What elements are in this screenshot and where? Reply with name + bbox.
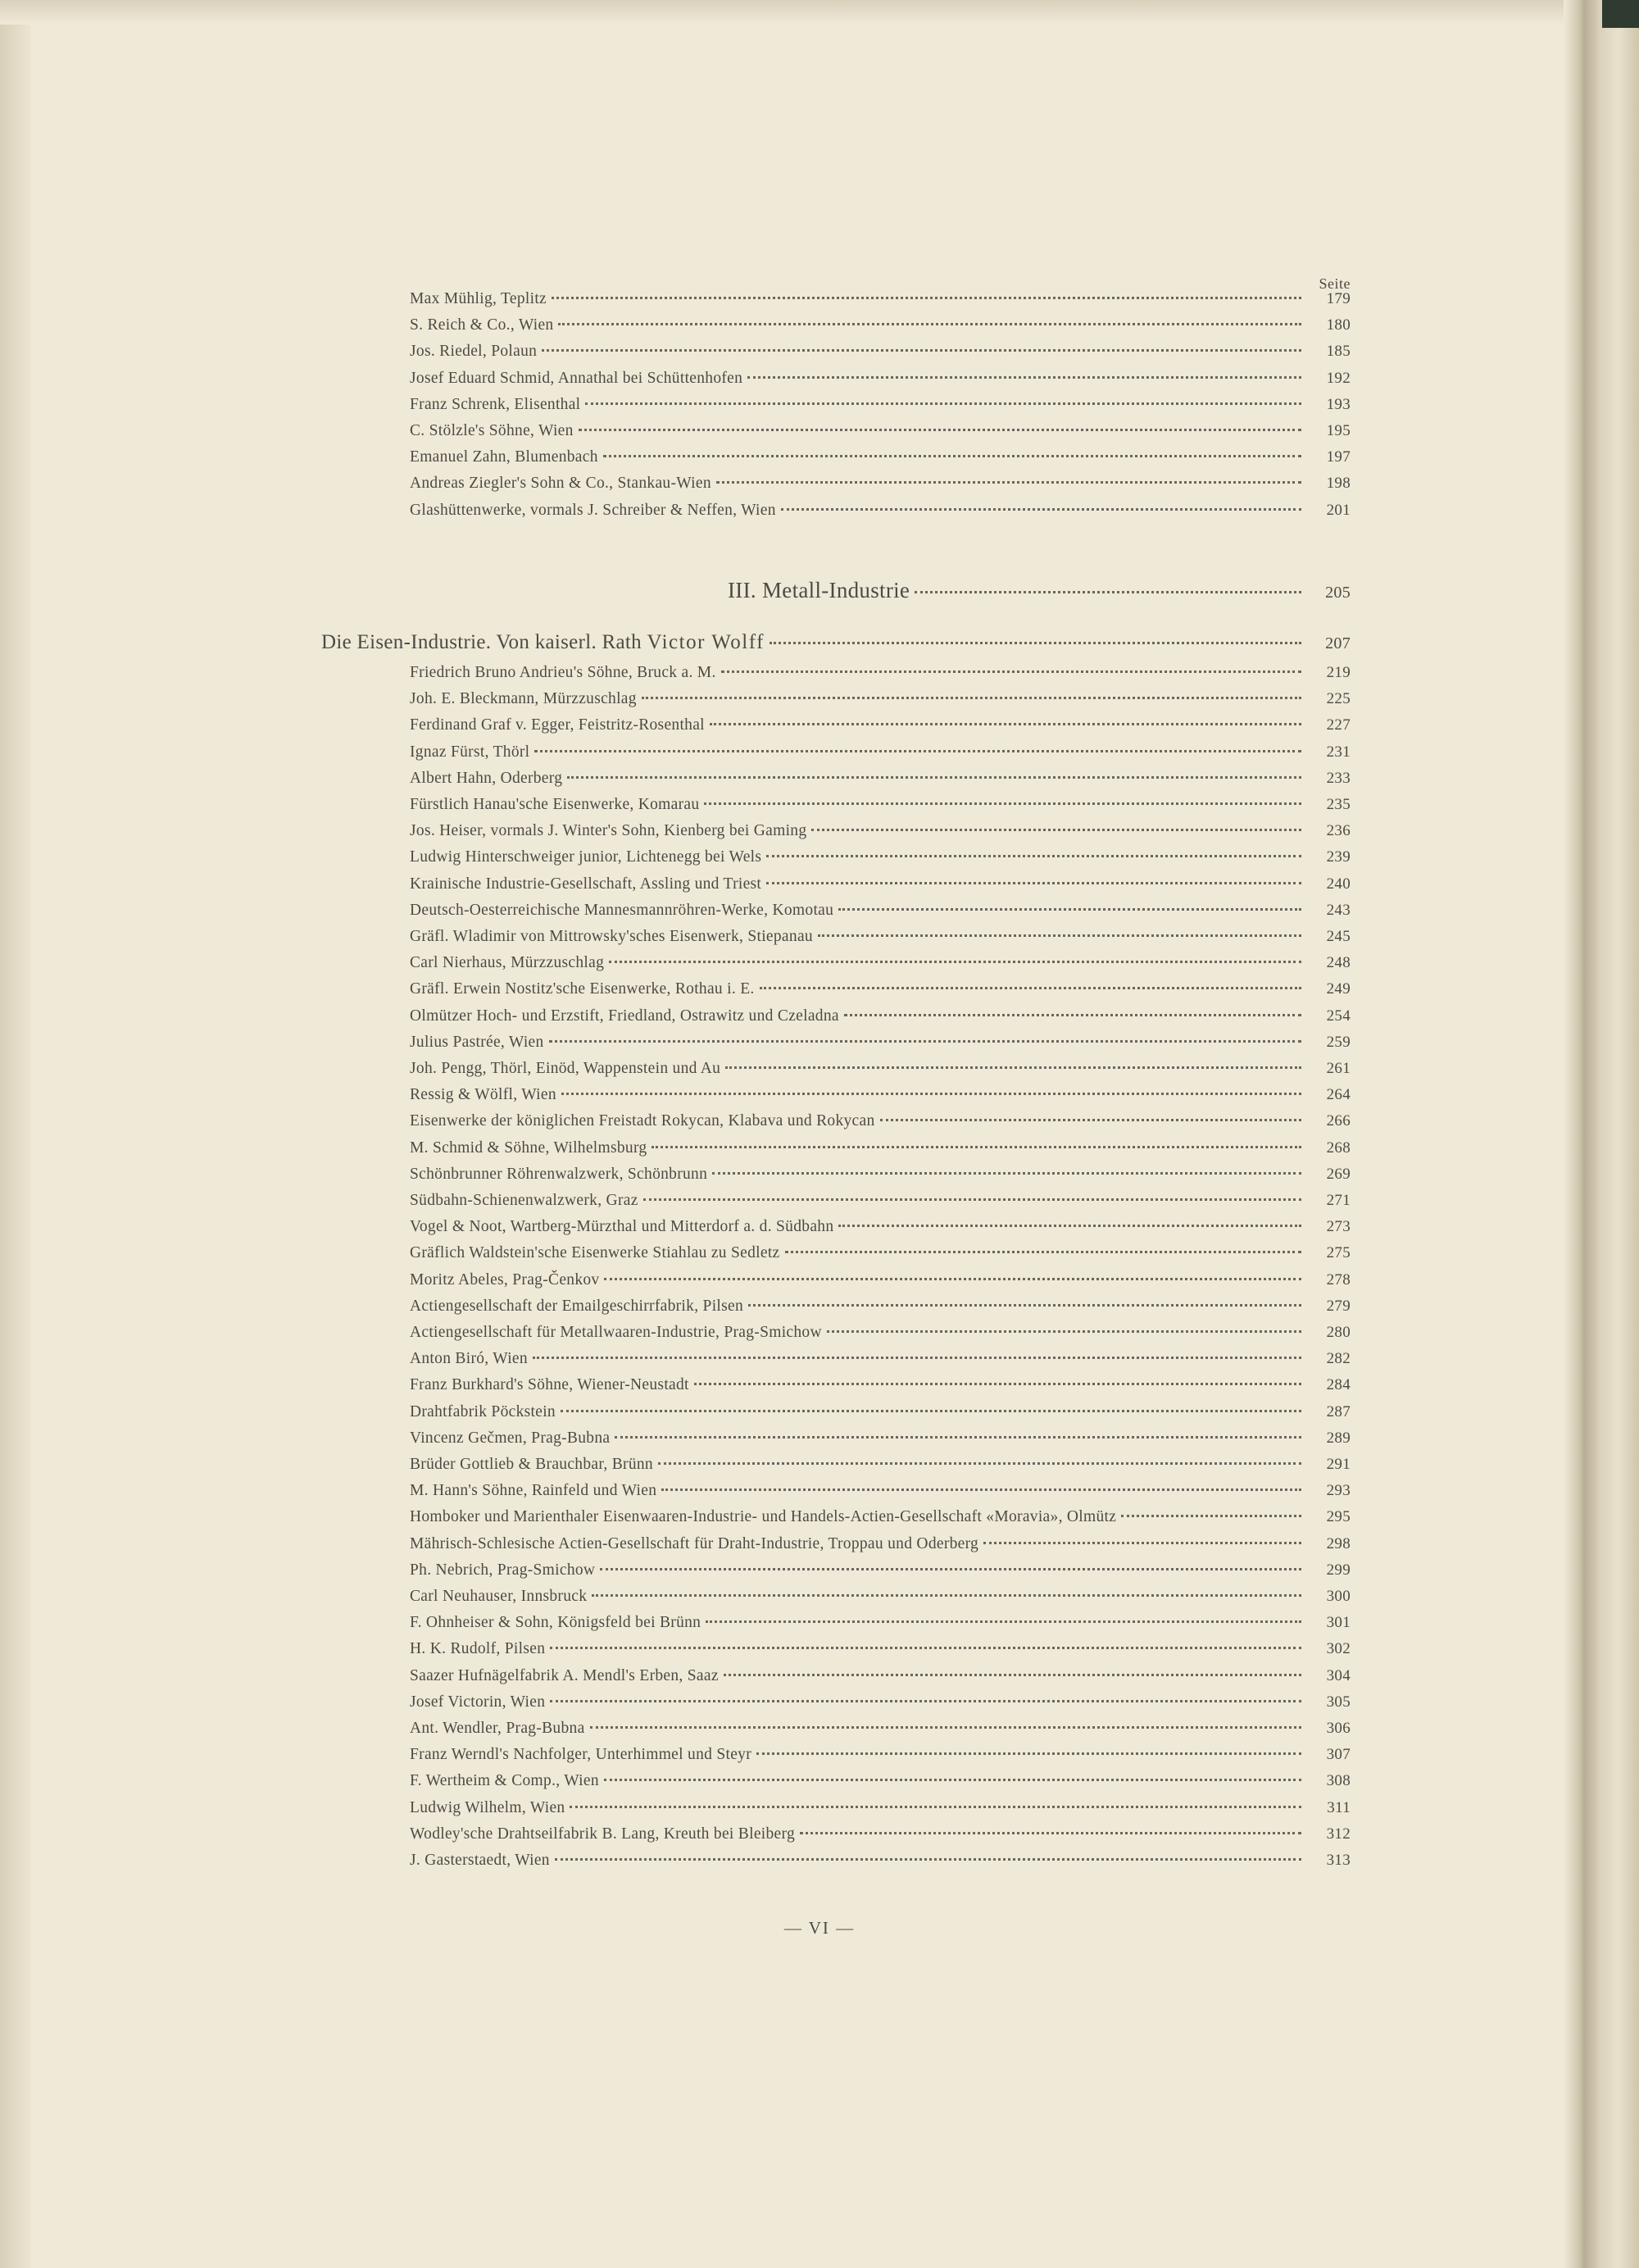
toc-entry-page-number: 278 (1326, 1270, 1351, 1289)
toc-entry (410, 1298, 1351, 1322)
toc-entry (410, 1588, 1351, 1612)
dot-leader (561, 1093, 1301, 1095)
dot-leader (721, 670, 1301, 673)
toc-entry-label: Krainische Industrie-Gesellschaft, Assling und Triest (410, 875, 762, 893)
toc-entry-label: Anton Biró, Wien (410, 1350, 528, 1368)
dot-leader (766, 855, 1301, 857)
toc-entry (410, 980, 1351, 1005)
toc-entry-label: Carl Neuhauser, Innsbruck (410, 1588, 588, 1605)
dot-leader (827, 1330, 1301, 1333)
dot-leader (643, 1198, 1301, 1201)
dot-leader (555, 1858, 1301, 1861)
toc-entry-label: Gräfl. Wladimir von Mittrowsky'sches Eisenwerk, Stiepanau (410, 928, 813, 945)
toc-entry (410, 954, 1351, 979)
toc-entry-page-number: 307 (1326, 1746, 1351, 1764)
toc-entry-page-number: 197 (1326, 448, 1351, 466)
page-edge (0, 0, 31, 2268)
toc-entry-label: Homboker und Marienthaler Eisenwaaren-Industrie- und Handels-Actien-Gesellschaft «Moravia», Olmütz (410, 1508, 1117, 1526)
dot-leader (542, 349, 1301, 352)
dot-leader (818, 934, 1301, 937)
toc-entry-page-number: 239 (1326, 848, 1351, 866)
toc-entry-label: Ignaz Fürst, Thörl (410, 743, 530, 761)
toc-entry-page-number: 287 (1326, 1402, 1351, 1420)
dot-leader (725, 1066, 1301, 1069)
dot-leader (785, 1251, 1301, 1253)
toc-entry (410, 1825, 1351, 1850)
toc-entry-label: Andreas Ziegler's Sohn & Co., Stankau-Wien (410, 475, 711, 493)
toc-entry-page-number: 273 (1326, 1218, 1351, 1236)
toc-entry-page-number: 195 (1326, 422, 1351, 439)
toc-entry-label: Franz Burkhard's Söhne, Wiener-Neustadt (410, 1376, 689, 1394)
toc-entry-label: F. Wertheim & Comp., Wien (410, 1772, 599, 1790)
page-column-heading: Seite (1319, 275, 1351, 292)
toc-entry (410, 502, 1351, 526)
dot-leader (838, 908, 1301, 911)
toc-entry-page-number: 264 (1326, 1086, 1351, 1104)
dot-leader (615, 1436, 1301, 1439)
toc-entry-label: Gräfl. Erwein Nostitz'sche Eisenwerke, Rothau i. E. (410, 980, 755, 998)
toc-entry (410, 1192, 1351, 1216)
toc-entry-page-number: 180 (1326, 316, 1351, 334)
toc-entry-page-number: 179 (1326, 290, 1351, 307)
toc-entry-label: F. Ohnheiser & Sohn, Königsfeld bei Brünn (410, 1614, 701, 1632)
toc-entry-label: Julius Pastrée, Wien (410, 1033, 544, 1051)
toc-entry-label: Vogel & Noot, Wartberg-Mürzthal und Mitterdorf a. d. Südbahn (410, 1218, 834, 1236)
toc-entry (410, 770, 1351, 794)
toc-entry (410, 1508, 1351, 1533)
toc-entry-label: Eisenwerke der königlichen Freistadt Rokycan, Klabava und Rokycan (410, 1112, 875, 1130)
toc-entry-label: Gräflich Waldstein'sche Eisenwerke Stiahlau zu Sedletz (410, 1244, 780, 1262)
toc-entry-label: Josef Eduard Schmid, Annathal bei Schüttenhofen (410, 369, 743, 387)
toc-entry (410, 690, 1351, 715)
toc-entry-label: Max Mühlig, Teplitz (410, 290, 547, 307)
toc-entry (410, 796, 1351, 820)
toc-entry-label: Ph. Nebrich, Prag-Smichow (410, 1561, 596, 1579)
toc-entry (410, 1799, 1351, 1824)
toc-entry (410, 422, 1351, 447)
dot-leader (658, 1462, 1301, 1465)
toc-entry-label: Franz Werndl's Nachfolger, Unterhimmel und Steyr (410, 1746, 752, 1764)
toc-entry (410, 1403, 1351, 1428)
toc-entry-page-number: 291 (1326, 1456, 1351, 1473)
dot-leader (756, 1752, 1301, 1755)
toc-entry-label: Moritz Abeles, Prag-Čenkov (410, 1270, 600, 1289)
toc-entry (410, 1482, 1351, 1507)
toc-entry (410, 475, 1351, 499)
dot-leader (549, 1040, 1301, 1043)
dot-leader (781, 508, 1301, 511)
dot-leader (748, 1304, 1301, 1307)
toc-entry (410, 1561, 1351, 1586)
dot-leader (550, 1647, 1301, 1649)
toc-entry (410, 1456, 1351, 1480)
toc-entry-label: Ferdinand Graf v. Egger, Feistritz-Rosenthal (410, 716, 705, 734)
toc-entry-label: Wodley'sche Drahtseilfabrik B. Lang, Kreuth bei Bleiberg (410, 1825, 796, 1843)
toc-entry (410, 1640, 1351, 1665)
toc-entry (410, 290, 1351, 315)
toc-entry-label: Ludwig Wilhelm, Wien (410, 1798, 565, 1816)
dot-leader (600, 1568, 1301, 1570)
toc-entry-label: M. Hann's Söhne, Rainfeld und Wien (410, 1482, 657, 1500)
toc-entry-label: Jos. Riedel, Polaun (410, 343, 538, 361)
dot-leader (558, 323, 1301, 325)
toc-entry-label: Friedrich Bruno Andrieu's Söhne, Bruck a. M. (410, 664, 716, 681)
toc-entry (410, 1852, 1351, 1876)
toc-entry-page-number: 254 (1326, 1007, 1351, 1025)
toc-entry-page-number: 301 (1326, 1614, 1351, 1632)
toc-entry-page-number: 289 (1326, 1429, 1351, 1447)
dot-leader (552, 297, 1301, 299)
dot-leader (706, 1620, 1301, 1623)
toc-entry (410, 1429, 1351, 1454)
toc-entry-label: Josef Victorin, Wien (410, 1693, 546, 1711)
toc-entry (410, 343, 1351, 367)
toc-entry (410, 1720, 1351, 1744)
toc-entry (410, 1112, 1351, 1137)
dot-leader (716, 481, 1301, 484)
dot-leader (603, 455, 1301, 457)
dot-leader (1121, 1515, 1301, 1517)
dot-leader (766, 882, 1301, 884)
toc-entry-page-number: 198 (1326, 475, 1351, 493)
dot-leader (570, 1806, 1301, 1808)
toc-entry-page-number: 236 (1326, 822, 1351, 840)
toc-entry-page-number: 306 (1326, 1720, 1351, 1737)
dot-leader (609, 961, 1301, 963)
toc-entry-page-number: 201 (1326, 501, 1351, 519)
dot-leader (592, 1594, 1301, 1597)
toc-entry-page-number: 225 (1326, 690, 1351, 708)
dot-leader (838, 1225, 1301, 1227)
toc-entry-label: Joh. E. Bleckmann, Mürzzuschlag (410, 690, 637, 708)
toc-entry-label: Brüder Gottlieb & Brauchbar, Brünn (410, 1456, 653, 1473)
toc-entry (410, 1086, 1351, 1111)
toc-entry-page-number: 313 (1326, 1852, 1351, 1869)
toc-entry-page-number: 311 (1327, 1798, 1351, 1816)
toc-entry (410, 1667, 1351, 1692)
toc-entry-label: H. K. Rudolf, Pilsen (410, 1640, 546, 1658)
dot-leader (760, 987, 1301, 989)
chapter-title (321, 631, 765, 654)
toc-entry-label: Fürstlich Hanau'sche Eisenwerke, Komarau (410, 796, 700, 813)
toc-entry-label: Ressig & Wölfl, Wien (410, 1086, 556, 1104)
toc-entry (410, 1350, 1351, 1375)
toc-entry-page-number: 231 (1326, 743, 1351, 761)
toc-entry (410, 1271, 1351, 1296)
toc-entry (410, 716, 1351, 741)
toc-entry (410, 370, 1351, 394)
toc-entry-label: Schönbrunner Röhrenwalzwerk, Schönbrunn (410, 1165, 708, 1183)
dot-leader (604, 1779, 1301, 1781)
dot-leader (844, 1014, 1301, 1016)
toc-entry-label: Mährisch-Schlesische Actien-Gesellschaft für Draht-Industrie, Troppau und Oderberg (410, 1534, 979, 1552)
dot-leader (704, 802, 1301, 805)
toc-entry-page-number: 305 (1326, 1693, 1351, 1711)
dot-leader (770, 642, 1301, 644)
toc-entry (410, 1772, 1351, 1797)
toc-entry-page-number: 243 (1326, 901, 1351, 919)
dot-leader (880, 1119, 1301, 1121)
toc-entry (410, 902, 1351, 926)
toc-entry-page-number: 240 (1326, 875, 1351, 893)
dot-leader (550, 1700, 1301, 1702)
toc-entry-label: Vincenz Gečmen, Prag-Bubna (410, 1429, 611, 1447)
toc-entry-page-number: 233 (1326, 769, 1351, 787)
toc-entry (410, 1166, 1351, 1190)
dot-leader (642, 697, 1301, 699)
section-page-number: 205 (1325, 584, 1351, 602)
toc-entry-page-number: 308 (1326, 1772, 1351, 1790)
chapter-page-number: 207 (1325, 634, 1351, 652)
section-heading (728, 578, 1351, 607)
toc-entry-label: Franz Schrenk, Elisenthal (410, 395, 581, 413)
dot-leader (561, 1410, 1301, 1412)
toc-entry-label: Südbahn-Schienenwalzwerk, Graz (410, 1192, 638, 1209)
toc-entry-page-number: 192 (1326, 369, 1351, 387)
toc-entry (410, 448, 1351, 473)
dot-leader (800, 1832, 1301, 1834)
dot-leader (579, 429, 1301, 431)
toc-entry (410, 822, 1351, 847)
toc-entry-label: Ludwig Hinterschweiger junior, Lichtenegg bei Wels (410, 848, 762, 866)
toc-entry-page-number: 245 (1326, 928, 1351, 945)
dot-leader (983, 1542, 1301, 1544)
cover-corner (1602, 0, 1639, 28)
toc-entry-label: J. Gasterstaedt, Wien (410, 1852, 550, 1869)
toc-entry-page-number: 227 (1326, 716, 1351, 734)
toc-entry (410, 875, 1351, 900)
toc-entry-label: S. Reich & Co., Wien (410, 316, 554, 334)
toc-entry-label: Actiengesellschaft für Metallwaaren-Industrie, Prag-Smichow (410, 1324, 822, 1341)
toc-entry-label: Jos. Heiser, vormals J. Winter's Sohn, Kienberg bei Gaming (410, 822, 807, 840)
toc-entry-page-number: 280 (1326, 1324, 1351, 1341)
toc-entry (410, 396, 1351, 420)
toc-entry-page-number: 268 (1326, 1139, 1351, 1157)
toc-entry (410, 1376, 1351, 1401)
toc-entry-page-number: 302 (1326, 1640, 1351, 1658)
toc-entry (410, 1244, 1351, 1269)
page-folio: — VI — (783, 1918, 856, 1938)
next-page-edge (1598, 0, 1639, 2268)
toc-entry-page-number: 235 (1326, 796, 1351, 813)
dot-leader (590, 1726, 1301, 1729)
toc-entry-page-number: 300 (1326, 1588, 1351, 1605)
toc-entry (410, 743, 1351, 768)
toc-entry-label: Saazer Hufnägelfabrik A. Mendl's Erben, Saaz (410, 1666, 719, 1684)
toc-entry-page-number: 219 (1326, 664, 1351, 681)
toc-entry (410, 1535, 1351, 1560)
dot-leader (915, 591, 1301, 593)
toc-entry-page-number: 249 (1326, 980, 1351, 998)
toc-entry (410, 1218, 1351, 1243)
toc-entry (410, 1324, 1351, 1348)
toc-entry-page-number: 299 (1326, 1561, 1351, 1579)
toc-entry (410, 928, 1351, 952)
toc-entry (410, 316, 1351, 341)
toc-entry-label: Emanuel Zahn, Blumenbach (410, 448, 598, 466)
toc-entry-page-number: 282 (1326, 1350, 1351, 1368)
toc-entry-label: C. Stölzle's Söhne, Wien (410, 422, 574, 439)
toc-entry-page-number: 312 (1326, 1825, 1351, 1843)
dot-leader (811, 829, 1301, 831)
toc-entry-page-number: 185 (1326, 343, 1351, 361)
toc-entry (410, 848, 1351, 873)
toc-entry-label: Joh. Pengg, Thörl, Einöd, Wappenstein und Au (410, 1060, 721, 1077)
dot-leader (712, 1172, 1301, 1175)
dot-leader (724, 1674, 1301, 1676)
dot-leader (652, 1146, 1301, 1148)
toc-entry-page-number: 261 (1326, 1060, 1351, 1077)
dot-leader (710, 723, 1301, 725)
dot-leader (661, 1489, 1301, 1491)
dot-leader (747, 376, 1301, 379)
dot-leader (534, 750, 1301, 752)
dot-leader (694, 1383, 1301, 1385)
toc-entry-label: Albert Hahn, Oderberg (410, 769, 563, 787)
toc-entry-page-number: 284 (1326, 1376, 1351, 1394)
chapter-title-text: Die Eisen-Industrie. Von kaiserl. Rath (321, 631, 642, 653)
page-edge-top (0, 0, 1639, 25)
binding-fold (1564, 0, 1598, 2268)
dot-leader (604, 1278, 1301, 1280)
toc-entry-page-number: 248 (1326, 954, 1351, 972)
section-title: III. Metall-Industrie (728, 578, 910, 602)
toc-entry (410, 1746, 1351, 1770)
dot-leader (533, 1357, 1301, 1359)
chapter-heading (321, 631, 1351, 659)
dot-leader (567, 776, 1301, 779)
toc-entry (410, 1007, 1351, 1032)
toc-entry-page-number: 295 (1326, 1508, 1351, 1526)
toc-entry-page-number: 266 (1326, 1112, 1351, 1130)
toc-entry (410, 664, 1351, 689)
toc-entry (410, 1693, 1351, 1718)
toc-entry-label: M. Schmid & Söhne, Wilhelmsburg (410, 1139, 647, 1157)
toc-entry-label: Drahtfabrik Pöckstein (410, 1402, 556, 1420)
toc-entry-label: Deutsch-Oesterreichische Mannesmannröhren-Werke, Komotau (410, 901, 834, 919)
toc-entry (410, 1060, 1351, 1084)
toc-entry-page-number: 193 (1326, 395, 1351, 413)
toc-entry-page-number: 279 (1326, 1297, 1351, 1315)
toc-entry-label: Carl Nierhaus, Mürzzuschlag (410, 954, 605, 972)
toc-entry-page-number: 271 (1326, 1192, 1351, 1209)
toc-entry-page-number: 259 (1326, 1033, 1351, 1051)
toc-entry-label: Glashüttenwerke, vormals J. Schreiber & Neffen, Wien (410, 501, 776, 519)
toc-entry-page-number: 298 (1326, 1534, 1351, 1552)
toc-entry-label: Actiengesellschaft der Emailgeschirrfabrik, Pilsen (410, 1297, 744, 1315)
dot-leader (585, 402, 1301, 405)
toc-entry (410, 1614, 1351, 1639)
toc-entry-label: Ant. Wendler, Prag-Bubna (410, 1720, 585, 1737)
toc-entry-page-number: 293 (1326, 1482, 1351, 1500)
toc-entry-page-number: 304 (1326, 1666, 1351, 1684)
toc-entry-page-number: 275 (1326, 1244, 1351, 1262)
toc-entry-page-number: 269 (1326, 1165, 1351, 1183)
chapter-author: Victor Wolff (647, 631, 765, 653)
toc-entry-label: Olmützer Hoch- und Erzstift, Friedland, Ostrawitz und Czeladna (410, 1007, 839, 1025)
toc-entry (410, 1034, 1351, 1058)
toc-entry (410, 1139, 1351, 1164)
